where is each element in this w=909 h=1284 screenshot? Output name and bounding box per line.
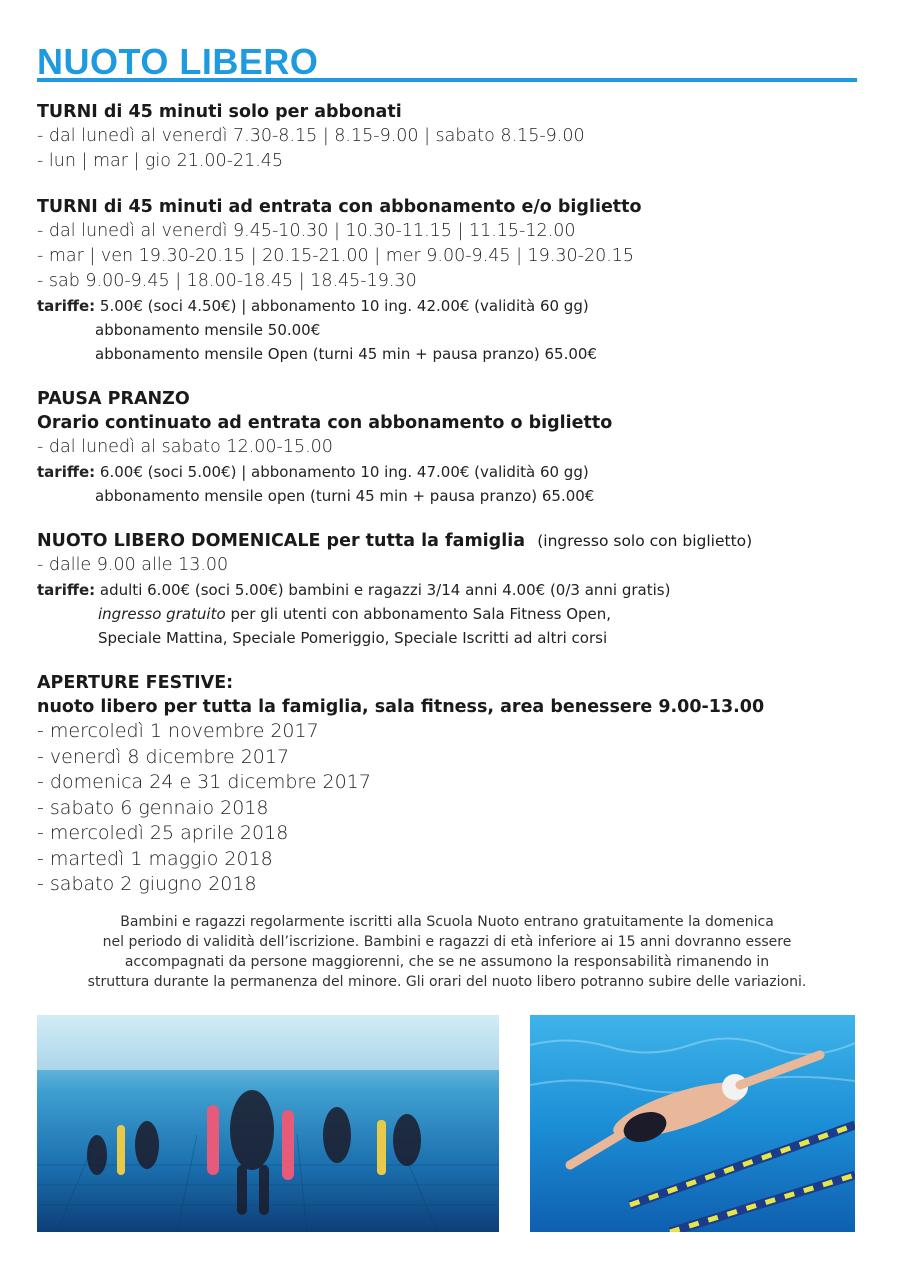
section-subheading: Orario continuato ad entrata con abbonamento o biglietto bbox=[37, 413, 613, 433]
section-turni-biglietto bbox=[37, 195, 857, 366]
section-turni-abbonati bbox=[37, 100, 857, 174]
page-title: NUOTO LIBERO bbox=[37, 41, 319, 82]
footnote-line: Bambini e ragazzi regolarmente iscritti alla Scuola Nuoto entrano gratuitamente la domenica bbox=[120, 913, 774, 930]
tariffe-line: abbonamento mensile 50.00€ bbox=[95, 321, 321, 339]
footnote-line: accompagnati da persone maggiorenni, che se ne assumono la responsabilità rimanendo in bbox=[124, 953, 770, 970]
section-heading-text: NUOTO LIBERO DOMENICALE per tutta la famiglia bbox=[37, 531, 526, 551]
section-heading bbox=[37, 529, 857, 553]
tariffe-line: abbonamento mensile open (turni 45 min + pausa pranzo) 65.00€ bbox=[95, 487, 595, 505]
section-heading: TURNI di 45 minuti ad entrata con abbonamento e/o biglietto bbox=[37, 197, 642, 217]
tariffe-italic: ingresso gratuito bbox=[98, 605, 226, 623]
tariffe-line bbox=[37, 578, 857, 602]
tariffe-text: adulti 6.00€ (soci 5.00€) bambini e ragazzi 3/14 anni 4.00€ (0/3 anni gratis) bbox=[95, 581, 671, 599]
footnote-line: struttura durante la permanenza del minore. Gli orari del nuoto libero potranno subire delle variazioni. bbox=[87, 973, 807, 990]
date-item: - sabato 2 giugno 2018 bbox=[37, 873, 257, 895]
tariffe-line: abbonamento mensile Open (turni 45 min + pausa pranzo) 65.00€ bbox=[95, 345, 597, 363]
schedule-line: - dal lunedì al venerdì 9.45-10.30 | 10.30-11.15 | 11.15-12.00 bbox=[37, 221, 576, 241]
photo-strip bbox=[37, 1015, 855, 1232]
tariffe-line bbox=[37, 602, 857, 626]
section-subheading: nuoto libero per tutta la famiglia, sala fitness, area benessere 9.00-13.00 bbox=[37, 697, 765, 717]
date-item: - domenica 24 e 31 dicembre 2017 bbox=[37, 771, 371, 793]
tariffe-text: per gli utenti con abbonamento Sala Fitness Open, bbox=[225, 605, 612, 623]
section-aperture-festive bbox=[37, 671, 857, 898]
section-domenicale bbox=[37, 529, 857, 650]
schedule-line: - dalle 9.00 alle 13.00 bbox=[37, 555, 229, 575]
swimmer-freestyle-photo bbox=[530, 1015, 855, 1232]
underwater-aquagym-photo bbox=[37, 1015, 499, 1232]
swimmer-illustration bbox=[530, 1015, 855, 1232]
tariffe-text: 6.00€ (soci 5.00€) | abbonamento 10 ing. 47.00€ (validità 60 gg) bbox=[95, 463, 589, 481]
footnote-line: nel periodo di validità dell’iscrizione. Bambini e ragazzi di età inferiore ai 15 anni dovranno essere bbox=[102, 933, 792, 950]
tariffe-label: tariffe: bbox=[37, 297, 96, 315]
schedule-line: - dal lunedì al sabato 12.00-15.00 bbox=[37, 437, 333, 457]
tariffe-line: Speciale Mattina, Speciale Pomeriggio, Speciale Iscritti ad altri corsi bbox=[98, 629, 608, 647]
tariffe-text: 5.00€ (soci 4.50€) | abbonamento 10 ing. 42.00€ (validità 60 gg) bbox=[95, 297, 589, 315]
tariffe-label: tariffe: bbox=[37, 581, 96, 599]
page-content bbox=[37, 40, 857, 992]
tariffe-line bbox=[37, 294, 857, 318]
schedule-line: - dal lunedì al venerdì 7.30-8.15 | 8.15-9.00 | sabato 8.15-9.00 bbox=[37, 126, 585, 146]
schedule-line: - sab 9.00-9.45 | 18.00-18.45 | 18.45-19.30 bbox=[37, 271, 417, 291]
section-heading: PAUSA PRANZO bbox=[37, 389, 190, 409]
date-item: - martedì 1 maggio 2018 bbox=[37, 847, 273, 870]
date-item: - venerdì 8 dicembre 2017 bbox=[37, 745, 290, 768]
heading-note: (ingresso solo con biglietto) bbox=[537, 532, 753, 550]
section-heading: TURNI di 45 minuti solo per abbonati bbox=[37, 102, 402, 122]
schedule-line: - lun | mar | gio 21.00-21.45 bbox=[37, 151, 284, 171]
section-heading: APERTURE FESTIVE: bbox=[37, 673, 234, 693]
date-item: - mercoledì 25 aprile 2018 bbox=[37, 822, 289, 844]
schedule-line: - mar | ven 19.30-20.15 | 20.15-21.00 | mer 9.00-9.45 | 19.30-20.15 bbox=[37, 246, 635, 266]
footnote bbox=[37, 912, 857, 992]
section-pausa-pranzo bbox=[37, 387, 857, 508]
date-item: - mercoledì 1 novembre 2017 bbox=[37, 720, 319, 742]
underwater-aquagym-illustration bbox=[37, 1015, 499, 1232]
tariffe-label: tariffe: bbox=[37, 463, 96, 481]
tariffe-line bbox=[37, 460, 857, 484]
date-item: - sabato 6 gennaio 2018 bbox=[37, 796, 269, 819]
